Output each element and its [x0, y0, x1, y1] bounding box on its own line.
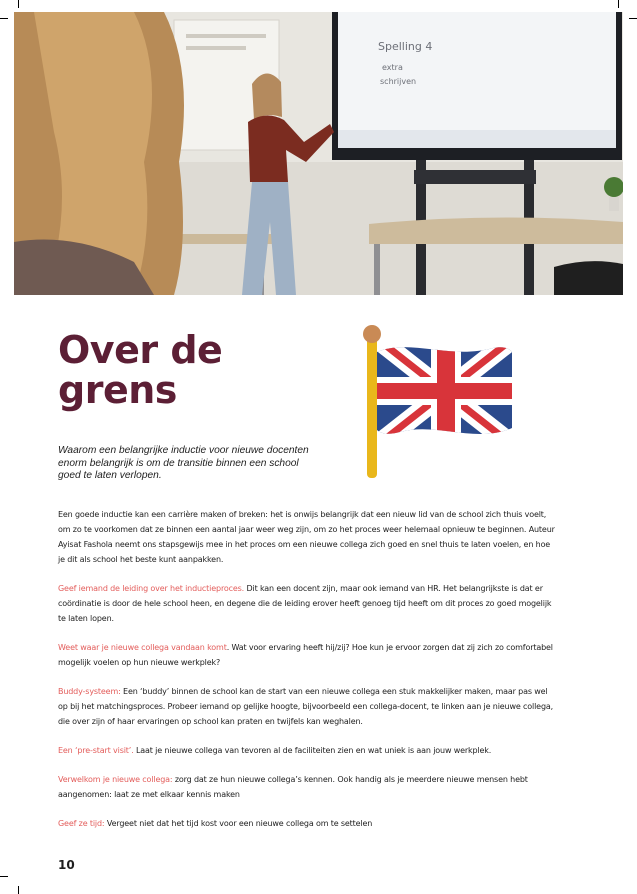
tip-heading: Geef ze tijd:	[58, 819, 105, 828]
tip-heading: Verwelkom je nieuwe collega:	[58, 775, 173, 784]
article-title-line: Over de	[58, 328, 223, 372]
tip-paragraph	[58, 684, 558, 729]
board-text-line: schrijven	[380, 77, 417, 86]
crop-mark	[0, 18, 8, 19]
tip-paragraph	[58, 581, 558, 626]
tip-heading: Weet waar je nieuwe collega vandaan komt	[58, 643, 227, 652]
article-subtitle: Waarom een belangrijke inductie voor nieuwe docenten enorm belangrijk is om de transitie binnen een school goed te laten verlopen.	[58, 445, 309, 481]
crop-mark	[0, 876, 8, 877]
tip-paragraph	[58, 640, 558, 670]
tip-paragraph	[58, 743, 558, 758]
header-photo	[14, 12, 623, 295]
article-body	[58, 507, 558, 845]
tip-paragraph	[58, 816, 558, 831]
board-text-line: extra	[382, 63, 403, 72]
article-title-line: grens	[58, 368, 177, 412]
tip-text: Vergeet niet dat het tijd kost voor een nieuwe collega om te settelen	[104, 819, 373, 828]
crop-mark	[618, 0, 619, 8]
crop-mark	[629, 18, 637, 19]
tip-text: Een ‘buddy’ binnen de school kan de start van een nieuwe collega een stuk makkelijker maken, maar pas wel op bij het matchingsproces. Probeer iemand op gelijke hoogte, bijvoorbeeld een collega-docent, te linken aan je nieuwe collega, die over zijn of haar ervaringen op school kan praten en twijfels kan weghalen.	[58, 687, 554, 726]
tip-paragraph	[58, 772, 558, 802]
article-title	[58, 330, 358, 410]
page-number: 10	[58, 858, 75, 872]
tip-text: zorg dat ze hun nieuwe collega’s kennen. Ook handig als je meerdere nieuwe mensen hebt aangenomen: laat ze met elkaar kennis maken	[58, 775, 528, 799]
crop-mark	[18, 886, 19, 894]
crop-mark	[18, 0, 19, 8]
tip-heading: Een ‘pre-start visit’.	[58, 746, 134, 755]
intro-paragraph: Een goede inductie kan een carrière maken of breken: het is onwijs belangrijk dat een nieuw lid van de school zich thuis voelt, om zo te voorkomen dat ze binnen een aantal jaar weer weg zijn, om zo het proces weer helemaal opnieuw te beginnen. Auteur Ayisat Fashola neemt ons stapsgewijs mee in het proces om een nieuwe collega zich goed en snel thuis te laten voelen, en hoe je dit als school het beste kunt aanpakken.	[58, 510, 555, 564]
uk-flag-icon	[355, 322, 520, 487]
tip-text: Laat je nieuwe collega van tevoren al de faciliteiten zien en wat uniek is aan jouw werkplek.	[133, 746, 492, 755]
tip-heading: Buddy-systeem:	[58, 687, 121, 696]
board-text-line: Spelling 4	[378, 40, 433, 53]
tip-text: Dit kan een docent zijn, maar ook iemand van HR. Het belangrijkste is dat er coördinatie is door de hele school heen, en degene die de leiding erover heeft genoeg tijd heeft om dit proces zo goed mogelijk te laten lopen.	[58, 584, 552, 623]
tip-heading: Geef iemand de leiding over het inductieproces.	[58, 584, 245, 593]
tip-text: . Wat voor ervaring heeft hij/zij? Hoe kun je ervoor zorgen dat zij zich zo comfortabel mogelijk voelen op hun nieuwe werkplek?	[58, 643, 553, 667]
